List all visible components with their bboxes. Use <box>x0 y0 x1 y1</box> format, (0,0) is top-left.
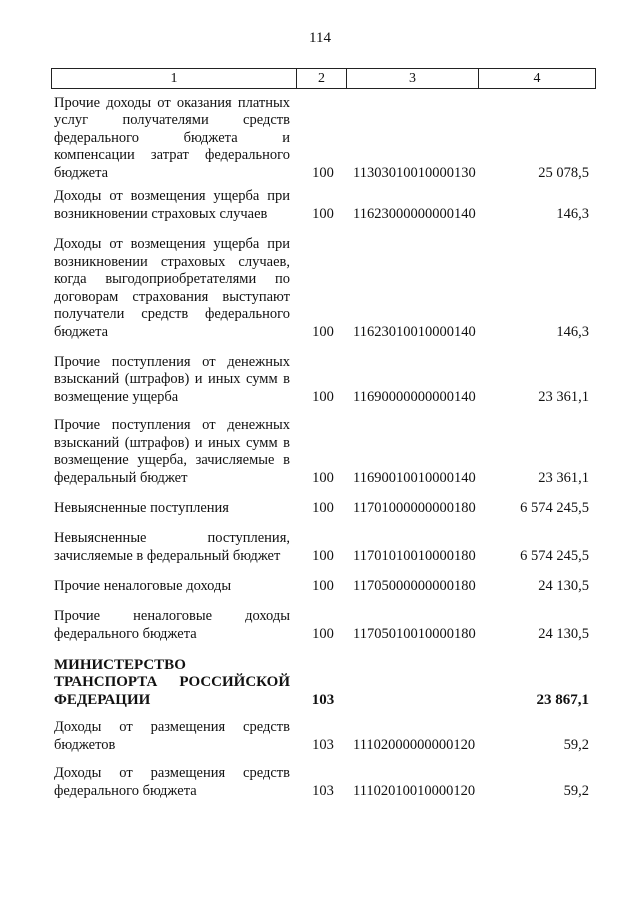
row-income-code: 11705010010000180 <box>353 625 476 642</box>
row-amount: 24 130,5 <box>538 625 589 642</box>
row-amount: 23 867,1 <box>536 691 589 708</box>
row-admin-code: 103 <box>312 736 334 753</box>
row-admin-code: 100 <box>312 625 334 642</box>
row-income-code: 11102000000000120 <box>353 736 476 753</box>
row-name <box>54 417 290 487</box>
row-admin-code: 100 <box>312 164 334 181</box>
row-name-line: ФЕДЕРАЦИИ <box>54 691 151 708</box>
header-col-2: 2 <box>297 69 347 88</box>
table-row <box>54 719 589 754</box>
row-name <box>54 354 290 407</box>
row-name-line: услуг получателями средств <box>54 112 290 128</box>
table-row <box>54 577 589 595</box>
row-name-line: зачисляемые в федеральный бюджет <box>54 547 281 564</box>
row-name-line: Доходы от размещения средств <box>54 765 290 781</box>
row-name <box>54 578 290 596</box>
row-name-line: федерального бюджета <box>54 625 197 642</box>
row-income-code: 11701000000000180 <box>353 499 476 516</box>
ministry-name <box>54 657 290 710</box>
table-row <box>54 530 589 565</box>
row-name-line: взысканий (штрафов) и иных сумм в <box>54 434 290 451</box>
row-name-line: МИНИСТЕРСТВО <box>54 656 186 673</box>
row-admin-code: 100 <box>312 323 334 340</box>
row-name-line: федерального бюджета <box>54 782 197 799</box>
row-name-line: взысканий (штрафов) и иных сумм в <box>54 371 290 387</box>
row-income-code: 11303010010000130 <box>353 164 476 181</box>
row-name <box>54 500 290 518</box>
row-income-code: 11623010010000140 <box>353 323 476 340</box>
row-admin-code: 100 <box>312 205 334 222</box>
row-income-code: 11623000000000140 <box>353 205 476 222</box>
row-amount: 146,3 <box>556 323 589 340</box>
row-income-code: 11701010010000180 <box>353 547 476 564</box>
row-name-line: получатели средств федерального <box>54 306 290 322</box>
row-name-line: когда выгодоприобретателями по <box>54 271 290 287</box>
row-name-line: возмещение ущерба, зачисляемые в <box>54 452 290 468</box>
row-admin-code: 100 <box>312 547 334 564</box>
row-name <box>54 765 290 800</box>
row-name-line: ТРАНСПОРТА РОССИЙСКОЙ <box>54 674 290 690</box>
row-name-line: возникновении страховых случаев, <box>54 253 290 270</box>
row-name <box>54 188 290 223</box>
row-name <box>54 236 290 341</box>
row-amount: 23 361,1 <box>538 469 589 486</box>
row-name <box>54 608 290 643</box>
header-col-3: 3 <box>347 69 479 88</box>
row-amount: 6 574 245,5 <box>520 499 589 516</box>
row-name-line: договорам страхования выступают <box>54 288 290 305</box>
row-amount: 24 130,5 <box>538 577 589 594</box>
row-name <box>54 530 290 565</box>
page-number: 114 <box>309 30 331 46</box>
table-row <box>54 236 589 341</box>
table-row <box>54 353 589 406</box>
row-name-line: возмещение ущерба <box>54 388 179 405</box>
table-row <box>54 417 589 487</box>
row-name-line: федеральный бюджет <box>54 469 188 486</box>
row-amount: 23 361,1 <box>538 388 589 405</box>
row-name-line: Доходы от размещения средств <box>54 719 290 735</box>
row-amount: 146,3 <box>556 205 589 222</box>
table-row <box>54 765 589 800</box>
row-admin-code: 103 <box>311 691 335 708</box>
row-name-line: Прочие доходы от оказания платных <box>54 94 290 111</box>
header-col-1: 1 <box>52 69 297 88</box>
row-name-line: Прочие неналоговые доходы <box>54 608 290 624</box>
table-row <box>54 94 589 182</box>
row-admin-code: 100 <box>312 388 334 405</box>
row-amount: 6 574 245,5 <box>520 547 589 564</box>
table-header <box>51 68 596 89</box>
row-name-line: компенсации затрат федерального <box>54 147 290 163</box>
row-amount: 59,2 <box>563 782 589 799</box>
row-name-line: Невыясненные поступления, <box>54 530 290 546</box>
row-name-line: Прочие поступления от денежных <box>54 417 290 433</box>
header-col-4: 4 <box>533 70 541 86</box>
row-name-line: Прочие поступления от денежных <box>54 353 290 370</box>
table-row <box>54 608 589 643</box>
row-name-line: возникновении страховых случаев <box>54 205 268 222</box>
table-row <box>54 188 589 223</box>
row-name-line: федерального бюджета и <box>54 129 290 146</box>
row-name-line: бюджетов <box>54 736 116 753</box>
table-row <box>54 499 589 517</box>
row-name-line: Прочие неналоговые доходы <box>54 577 232 594</box>
row-name-line: бюджета <box>54 323 109 340</box>
row-name <box>54 95 290 183</box>
row-name-line: Невыясненные поступления <box>54 499 229 516</box>
row-name-line: Доходы от возмещения ущерба при <box>54 236 290 252</box>
row-name-line: Доходы от возмещения ущерба при <box>54 188 290 204</box>
row-income-code: 11690000000000140 <box>353 388 476 405</box>
row-amount: 59,2 <box>563 736 589 753</box>
row-admin-code: 100 <box>312 469 334 486</box>
row-admin-code: 100 <box>312 499 334 516</box>
table-row-ministry <box>54 655 589 709</box>
row-admin-code: 100 <box>312 577 334 594</box>
row-name-line: бюджета <box>54 164 109 181</box>
row-name <box>54 719 290 754</box>
row-admin-code: 103 <box>312 782 334 799</box>
row-amount: 25 078,5 <box>538 164 589 181</box>
row-income-code: 11102010010000120 <box>353 782 476 799</box>
row-income-code: 11690010010000140 <box>353 469 476 486</box>
row-income-code: 11705000000000180 <box>353 577 476 594</box>
